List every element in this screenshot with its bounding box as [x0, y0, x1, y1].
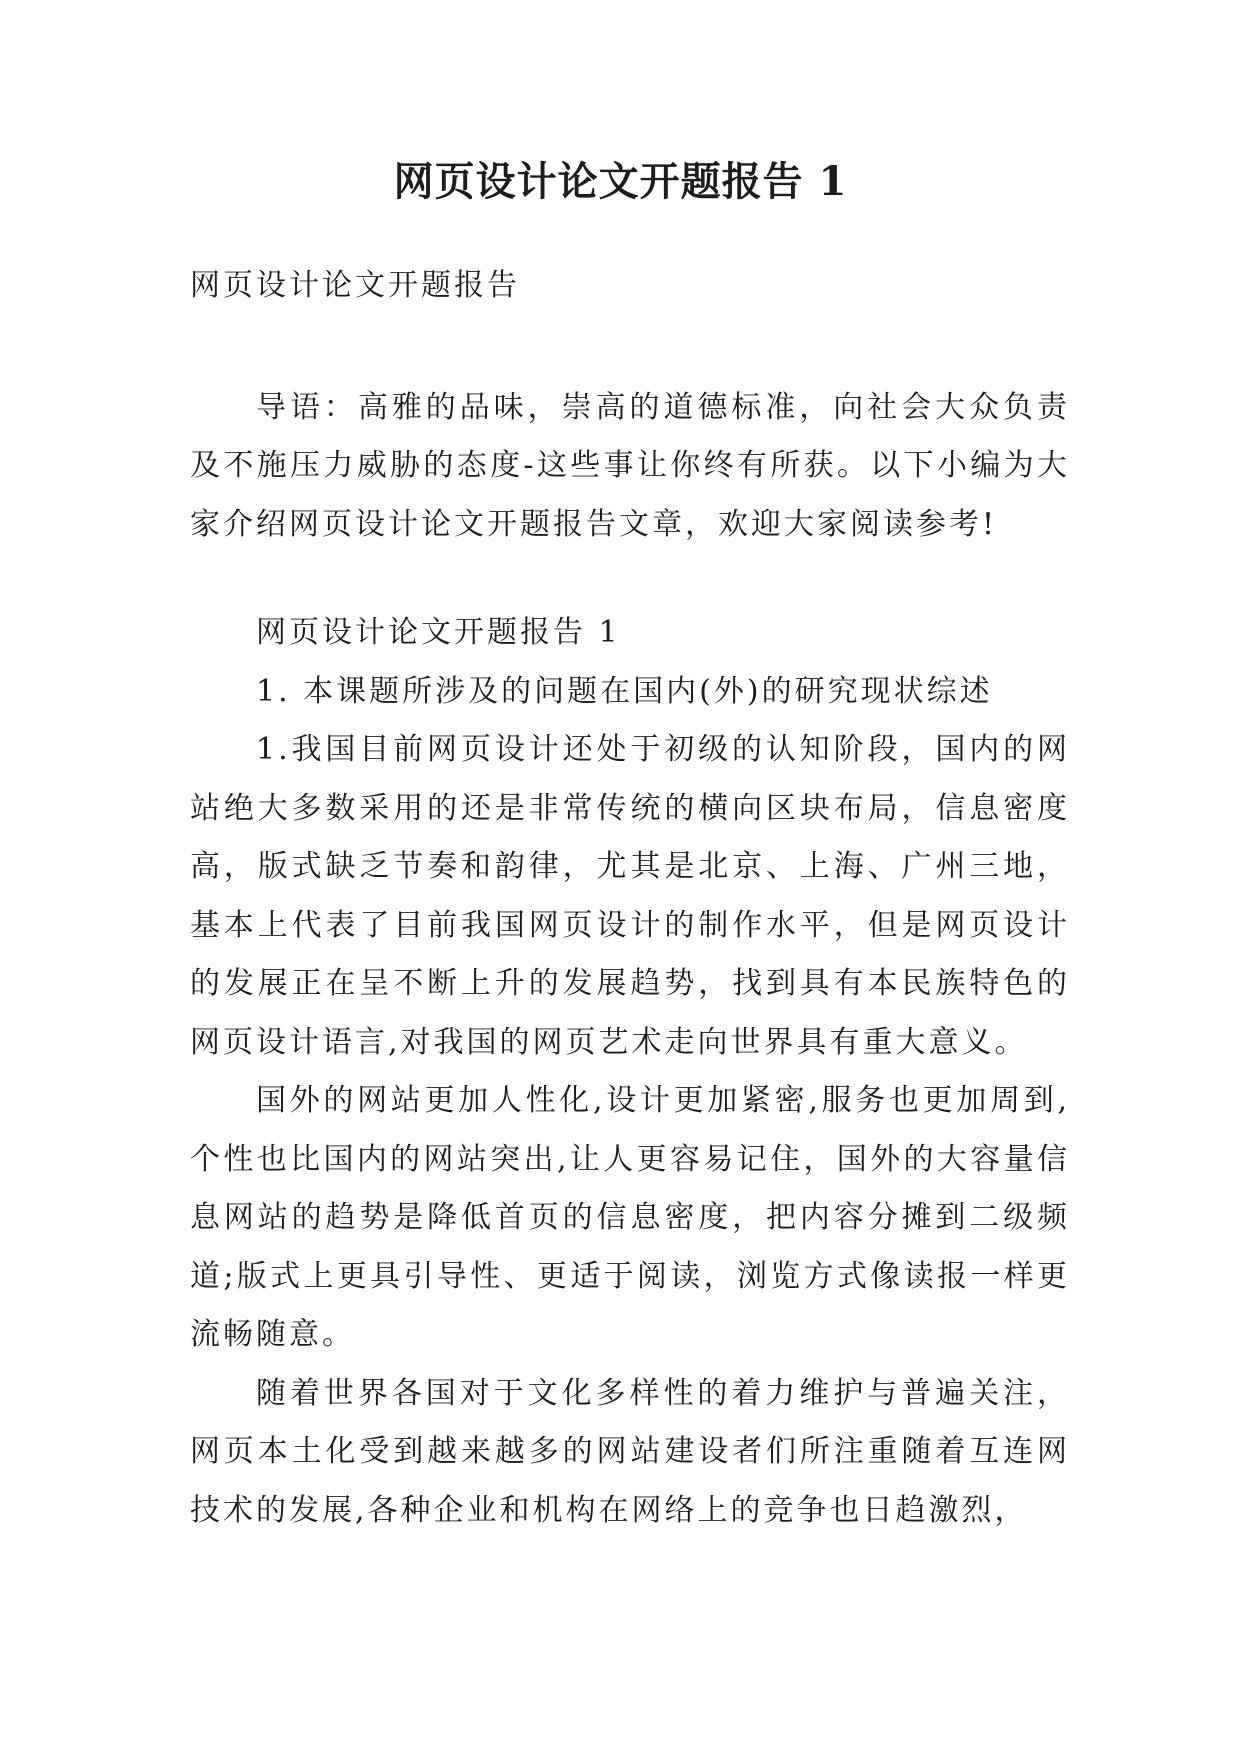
- document-subtitle: 网页设计论文开题报告: [190, 268, 520, 303]
- section-heading: 网页设计论文开题报告 1: [256, 615, 621, 650]
- body-paragraph: 国外的网站更加人性化,设计更加紧密,服务也更加周到,个性也比国内的网站突出,让人更容易记住，国外的大容量信息网站的趋势是降低首页的信息密度，把内容分摊到二级频道;版式上更具引导性、更适于阅读，浏览方式像读报一样更流畅随意。: [190, 1083, 1070, 1352]
- body-paragraph: 随着世界各国对于文化多样性的着力维护与普遍关注，网页本土化受到越来越多的网站建设者们所注重随着互连网技术的发展,各种企业和机构在网络上的竞争也日趋激烈，: [190, 1375, 1070, 1528]
- document-title: 网页设计论文开题报告 1: [393, 158, 848, 205]
- intro-paragraph: 导语：高雅的品味，崇高的道德标准，向社会大众负责及不施压力威胁的态度-这些事让你终有所获。以下小编为大家介绍网页设计论文开题报告文章，欢迎大家阅读参考!: [190, 389, 1070, 542]
- body-paragraph: 1.我国目前网页设计还处于初级的认知阶段，国内的网站绝大多数采用的还是非常传统的横向区块布局，信息密度高，版式缺乏节奏和韵律，尤其是北京、上海、广州三地，基本上代表了目前我国网页设计的制作水平，但是网页设计的发展正在呈不断上升的发展趋势，找到具有本民族特色的网页设计语言,对我国的网页艺术走向世界具有重大意义。: [190, 732, 1070, 1060]
- item-heading: 1. 本课题所涉及的问题在国内(外)的研究现状综述: [256, 673, 993, 709]
- document-body: [190, 257, 1070, 1540]
